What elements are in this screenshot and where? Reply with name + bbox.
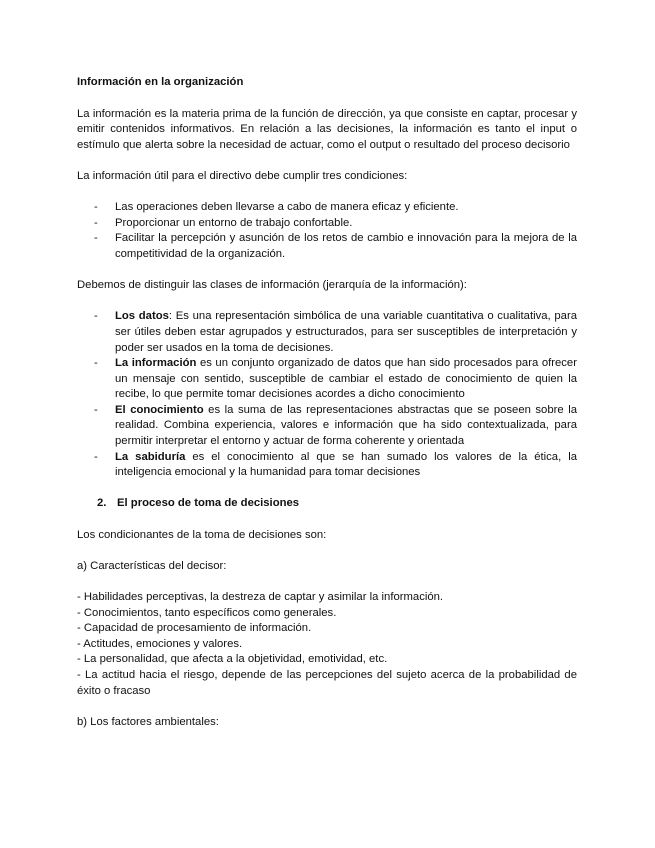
dash-marker: - (94, 403, 98, 416)
list-item: - Proporcionar un entorno de trabajo confortable. (77, 216, 577, 232)
conditions-lead: La información útil para el directivo debe cumplir tres condiciones: (77, 169, 408, 182)
dash-marker: - (94, 216, 98, 229)
dash-marker: - (94, 232, 98, 245)
list-item: - La sabiduría es el conocimiento al que se han sumado los valores de la ética, la inteligencia emocional y la humanidad para tomar decisiones (94, 450, 577, 479)
section-heading (77, 496, 577, 512)
term: La información (115, 357, 197, 370)
term: El conocimiento (115, 403, 204, 416)
document-page (77, 75, 577, 730)
hierarchy-list (77, 309, 577, 481)
term: La sabiduría (115, 450, 186, 463)
conditioners-lead: Los condicionantes de la toma de decisiones son: (77, 528, 327, 541)
hierarchy-lead: Debemos de distinguir las clases de información (jerarquía de la información): (77, 279, 467, 292)
decider-heading: a) Características del decisor: (77, 559, 227, 572)
list-item: - Los datos: Es una representación simbólica de una variable cuantitativa o cualitativa, para ser útiles deben estar agrupados y estructurados, para ser susceptibles de interpretación y poder ser usados en la toma de decisiones. (94, 310, 577, 354)
list-item: - Las operaciones deben llevarse a cabo de manera eficaz y eficiente. (77, 200, 577, 216)
dash-marker: - (94, 450, 98, 463)
list-item: - La personalidad, que afecta a la objetividad, emotividad, etc. (77, 653, 388, 666)
page-title: Información en la organización (77, 76, 244, 88)
section-number: 2. (97, 497, 107, 510)
list-item: - La actitud hacia el riesgo, depende de las percepciones del sujeto acerca de la probabilidad de éxito o fracaso (77, 668, 577, 697)
dash-marker: - (94, 357, 98, 370)
term: Los datos (115, 310, 169, 323)
intro-paragraph: La información es la materia prima de la función de dirección, ya que consiste en captar, procesar y emitir contenidos informativos. En relación a las decisiones, la información es tanto el input o estímulo que alerta sobre la necesidad de actuar, como el output o resultado del proceso decisorio (77, 107, 577, 151)
section-title: El proceso de toma de decisiones (117, 497, 300, 510)
dash-marker: - (94, 310, 98, 323)
dash-marker: - (94, 201, 98, 214)
list-item: - Facilitar la percepción y asunción de los retos de cambio e innovación para la mejora de la competitividad de la organización. (94, 232, 577, 260)
conditions-list (77, 200, 577, 262)
env-heading: b) Los factores ambientales: (77, 715, 219, 728)
list-item: - Habilidades perceptivas, la destreza de captar y asimilar la información. (77, 591, 444, 603)
list-item: - Conocimientos, tanto específicos como generales. (77, 606, 337, 619)
list-item: - Capacidad de procesamiento de información. (77, 622, 312, 635)
list-item: - La información es un conjunto organizado de datos que han sido procesados para ofrecer un mensaje con sentido, susceptible de cambiar el estado de conocimiento de quien la recibe, lo que permite tomar decisiones acordes a dicho conocimiento (94, 357, 577, 401)
list-item: - Actitudes, emociones y valores. (77, 637, 243, 650)
list-item: - El conocimiento es la suma de las representaciones abstractas que se poseen sobre la realidad. Combina experiencia, valores e información que ha sido contextualizada, para permitir interpretar el entorno y actuar de forma coherente y orientada (94, 403, 577, 448)
decider-list (77, 590, 577, 699)
